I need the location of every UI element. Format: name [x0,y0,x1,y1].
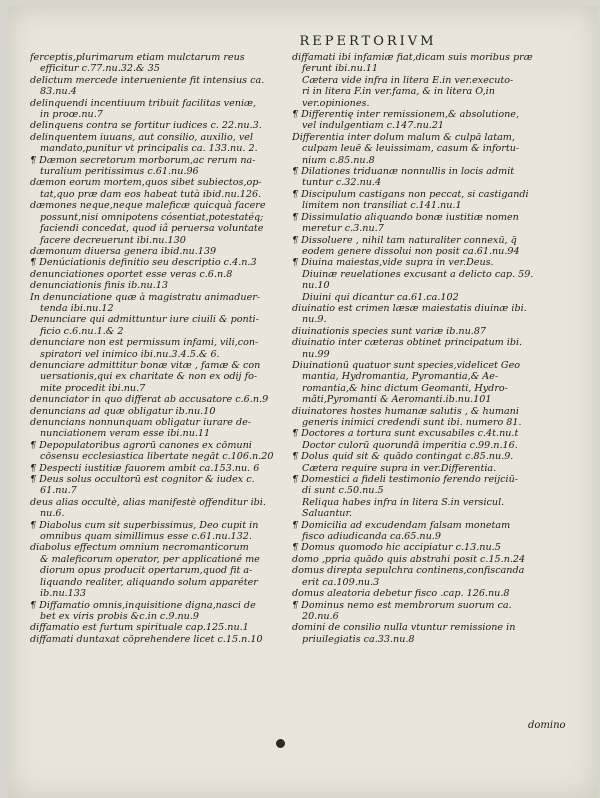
index-line: facere decreuerunt ibi.nu.130 [40,234,186,246]
index-line: domini de consilio nulla vtuntur remissione in [292,622,516,634]
index-line: mãti,Pyromanti & Aeromanti.ib.nu.101 [302,394,492,406]
index-line: ferceptis,plurimarum etiam mulctarum reus [30,52,245,63]
index-line: denunciare admittitur bonæ vitæ , famæ & con [30,359,261,371]
index-line: denunciare non est permissum infami, vili,con- [30,337,259,349]
index-line: denunciator in quo differat ab accusatore c.6.n.9 [30,394,269,406]
index-line: nu.10 [302,280,330,292]
index-line: nunciationem veram esse ibi.nu.11 [40,428,211,440]
index-line: In denunciatione quæ à magistratu animaduer- [30,291,261,303]
index-line: ri in litera F.in ver.fama, & in litera O,in [302,86,495,98]
index-line: mite procedit ibi.nu.7 [40,382,146,394]
index-line: domus direpta sepulchra continens,confiscanda [292,565,525,577]
index-line: limitem non transiliat c.141.nu.1 [302,200,462,212]
index-line: erit ca.109.nu.3 [302,576,380,588]
index-line: ¶ Dominus nemo est membrorum suorum ca. [292,599,512,611]
index-line: omnibus quam simillimus esse c.61.nu.132. [40,531,252,543]
index-line: diabolus effectum omnium necromanticorum [30,542,249,554]
index-line: tat,quo præ dam eos habeat tutà ibid.nu.126. [40,188,262,200]
index-line: diffamati duntaxat cōprehendere licet c.15.n.10 [30,633,263,645]
index-line: bet ex viris probis &c.in c.9.nu.9 [40,610,200,622]
index-line: priuilegiatis ca.33.nu.8 [302,633,415,645]
index-line: ¶ Dæmon secretorum morborum,ac rerum na- [30,154,256,166]
index-line: ¶ Depopulatoribus agrorū canones ex cōmuni [30,439,252,451]
index-line: ficio c.6.nu.1.& 2 [40,325,124,337]
index-line: 83.nu.4 [40,86,77,98]
index-line: turalium peritissimus c.61.nu.96 [40,166,199,178]
index-line: 20.nu.6 [302,610,339,622]
index-line: Saluantur. [302,508,353,520]
catchword: domino [528,720,566,731]
index-line: ver.opiniones. [302,97,370,109]
index-line: ¶ Domus quomodo hic accipiatur c.13.nu.5 [292,542,501,554]
index-line: diuinatores hostes humanæ salutis , & humani [292,405,519,417]
ink-spot [276,739,285,748]
index-line: Denunciare qui admittuntur iure ciuili & ponti- [30,314,259,326]
index-line: tenda ibi.nu.12 [40,302,114,314]
index-line: ib.nu.133 [40,588,86,600]
index-line: delictum mercede interueniente fit intensius ca. [30,74,265,86]
index-line: diffamati ibi infamiæ fiat,dicam suis moribus præ [292,52,533,63]
index-line: Cætera require supra in ver.Differentia. [302,462,497,474]
index-line: vel indulgentiam c.147.nu.21 [302,120,445,132]
index-line: culpam leuē & leuissimam, casum & infortu- [302,143,520,155]
index-line: generis inimici credendi sunt ibi. numero 81. [302,417,522,428]
index-line: ¶ Dissoluere , nihil tam naturaliter connexū, q̄ [292,234,517,246]
index-line: ¶ Diabolus cum sit superbissimus, Deo cupit in [30,519,259,531]
index-line: denuncians ad quæ obligatur ib.nu.10 [30,405,216,417]
index-line: diffamatio est furtum spirituale cap.125.nu.1 [30,622,249,634]
running-header: REPERTORIVM [299,34,437,49]
index-line: di sunt c.50.nu.5 [302,485,384,497]
index-line: faciendi concedat, quod iâ peruersa voluntate [40,223,264,235]
right-column [292,52,540,645]
index-line: domo ,ppria quādo quis abstrahi posit c.15.n.24 [292,553,526,565]
index-line: spiratori vel inimico ibi.nu.3.4.5.& 6. [40,348,220,360]
index-line: deus alias occultè, alias manifestè offenditur ibi. [30,496,266,508]
index-line: dæmonum diuersa genera ibid.nu.139 [30,245,217,257]
index-line: mandato,punitur vt principalis ca. 133.nu. 2. [40,143,258,155]
index-line: delinquens contra se fortitur iudices c. 22.nu.3. [30,120,262,132]
index-line: denunciationis finis ib.nu.13 [30,280,168,292]
index-line: Differentia inter dolum malum & culpā latam, [292,131,515,143]
index-line: Doctor culorū quorundā imperitia c.99.n.16. [302,439,518,451]
index-line: ¶ Differentię inter remissionem,& absolutione, [292,109,520,121]
index-line: ¶ Diuina maiestas,vide supra in ver.Deus. [292,257,494,269]
index-line: diuinationis species sunt variæ ib.nu.87 [292,325,487,337]
index-line: cōsensu ecclesiastica libertate negāt c.106.n.20 [40,451,274,463]
index-line: delinquentem iuuans, aut consilio, auxilio, vel [30,131,254,143]
index-line: uersationis,qui ex charitate & non ex odij fo- [40,371,258,383]
index-line: nu.99 [302,348,330,360]
index-line: diuinatio inter cæteras obtinet principatum ibi. [292,337,523,349]
index-line: efficitur c.77.nu.32.& 35 [40,63,160,75]
index-line: ferunt ibi.nu.11 [302,63,379,75]
index-line: nu.9. [302,314,327,326]
index-line: nium c.85.nu.8 [302,154,375,166]
index-line: ¶ Denúciationis definitio seu descriptio c.4.n.3 [30,257,257,269]
index-line: mantia, Hydromantia, Pyromantia,& Ae- [302,371,499,383]
index-line: diuinatio est crimen læsæ maiestatis diuinæ ibi. [292,302,527,314]
index-line: dæmones neque,neque maleficæ quicquà facere [30,200,266,212]
index-line: meretur c.3.nu.7 [302,223,384,235]
index-line: 61.nu.7 [40,485,77,497]
left-column [30,52,292,645]
index-line: ¶ Dissimulatio aliquando bonæ iustitiæ nomen [292,211,519,223]
index-line: Cætera vide infra in litera E.in ver.executo- [302,74,514,86]
index-line: delinquendi incentiuum tribuit facilitas veniæ, [30,97,257,109]
index-line: & maleficorum operator, per applicationé me [40,553,260,565]
index-line: Diuini qui dicantur ca.61.ca.102 [302,291,459,303]
book-page [8,6,598,798]
index-line: ¶ Deus solus occultorū est cognitor & iudex c. [30,474,255,486]
index-line: ¶ Discipulum castigans non peccat, si castigandi [292,188,529,200]
index-line: domus aleatoria debetur fisco .cap. 126.nu.8 [292,588,510,600]
index-line: possunt,nisi omnipotens cósentiat,potestatéq; [40,211,264,223]
index-line: liquando realiter, aliquando solum apparéter [40,576,258,588]
index-line: in proœ.nu.7 [40,109,103,121]
index-line: Diuinæ reuelationes excusant a delicto cap. 59. [302,268,534,280]
index-line: ¶ Diffamatio omnis,inquisitione digna,nasci de [30,599,256,611]
index-line: Reliqua habes infra in litera S.in versicul. [302,496,505,508]
index-line: tuntur c.32.nu.4 [302,177,382,189]
index-line: dæmon eorum mortem,quos sibet subiectos,op- [30,177,262,189]
index-line: Diuinationū quatuor sunt species,videlicet Geo [292,359,521,371]
index-line: fisco adiudicanda ca.65.nu.9 [302,531,441,543]
index-line: ¶ Dolus quid sit & quādo contingat c.85.nu.9. [292,451,514,463]
index-line: ¶ Domicilia ad excudendam falsam monetam [292,519,511,531]
index-line: ¶ Domestici a fideli testimonio ferendo reijciū- [292,474,519,486]
index-line: ¶ Dilationes triduanæ nonnullis in locis admit [292,166,515,178]
index-line: romantia,& hinc dictum Geomanti, Hydro- [302,382,508,394]
index-line: ¶ Despecti iustitiæ fauorem ambit ca.153.nu. 6 [30,462,260,474]
index-line: ¶ Doctores a tortura sunt excusabiles c.4t.nu.t [292,428,519,440]
index-line: nu.6. [40,508,65,520]
index-line: eodem genere dissolui non posit ca.61.nu.94 [302,245,520,257]
index-line: denuncians nonnunquam obligatur iurare de- [30,417,252,428]
index-line: diorum opus producit opertarum,quod fit a- [40,565,253,577]
index-line: denunciationes oportet esse veras c.6.n.8 [30,268,233,280]
